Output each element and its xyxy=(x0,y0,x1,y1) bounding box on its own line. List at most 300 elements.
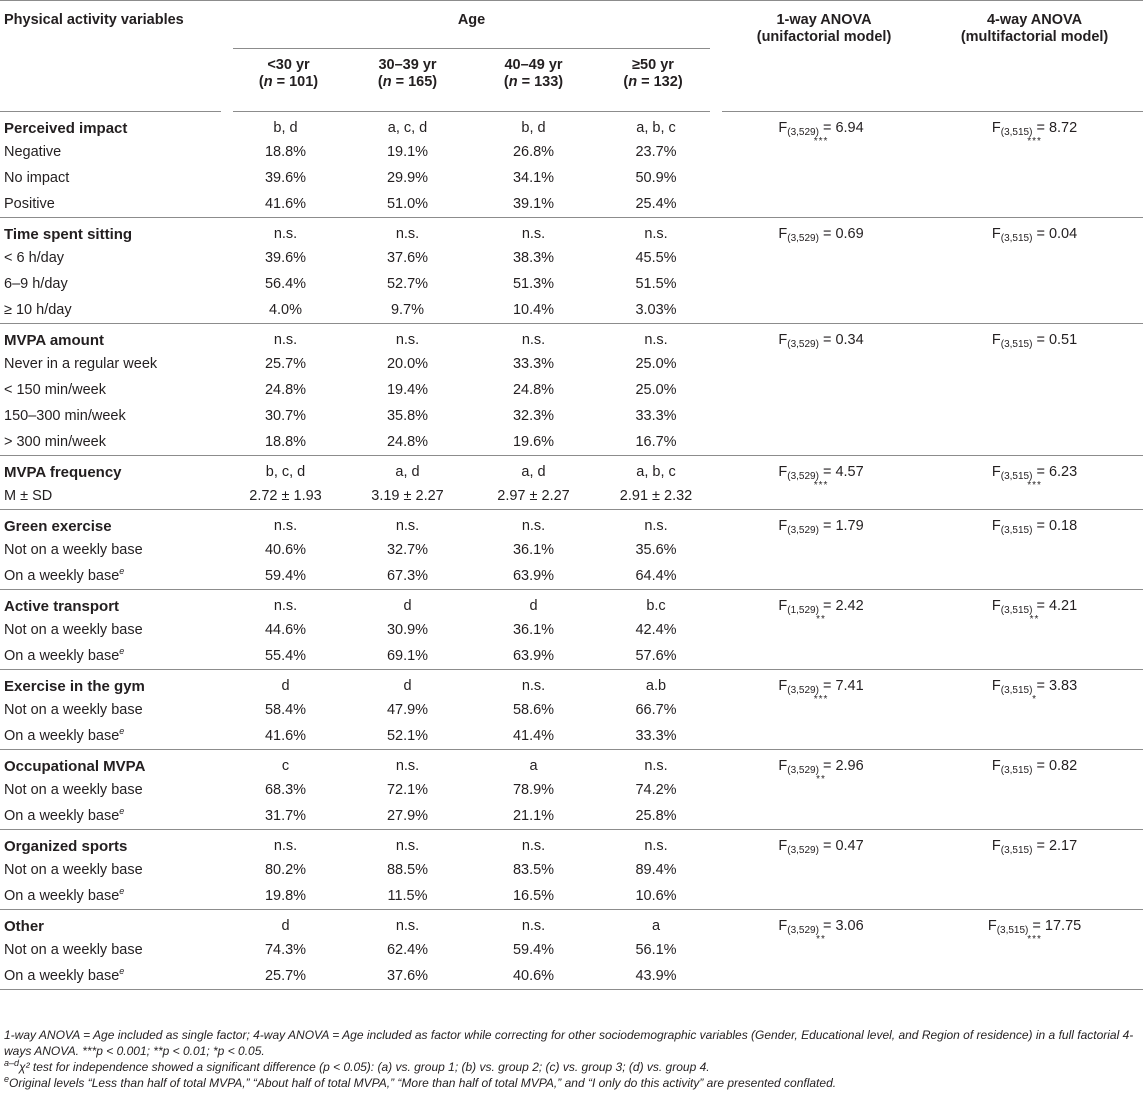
table-cell: 78.9% xyxy=(512,782,555,798)
section-name: Green exercise xyxy=(0,510,227,538)
table-cell: 21.1% xyxy=(512,808,555,824)
row-label-text: 6–9 h/day xyxy=(4,276,68,292)
f-df: (3,515) xyxy=(996,925,1029,936)
table-cell: 25.8% xyxy=(635,808,677,824)
row-label-text: < 150 min/week xyxy=(4,382,106,398)
f-df: (3,529) xyxy=(787,127,819,138)
header-one-way-line1: 1-way ANOVA xyxy=(776,12,872,28)
row-label xyxy=(0,697,227,723)
table-cell: 4.0% xyxy=(268,302,303,318)
f-df: (3,515) xyxy=(1000,525,1033,536)
row-label xyxy=(0,429,227,456)
table-cell: 32.7% xyxy=(386,542,429,558)
table-cell: 55.4% xyxy=(264,648,307,664)
f-df: (3,529) xyxy=(787,765,819,776)
table-cell: 36.1% xyxy=(512,542,555,558)
header-row-1 xyxy=(0,1,1143,49)
f-df: (3,515) xyxy=(1000,339,1033,350)
section-significance: a.b xyxy=(596,670,716,698)
row-label-text: Not on a weekly base xyxy=(4,622,143,638)
f-df: (3,515) xyxy=(1000,471,1033,482)
f-value: = 0.18 xyxy=(1032,518,1078,534)
table-cell: 19.1% xyxy=(386,144,429,160)
f-df: (3,515) xyxy=(1000,845,1033,856)
row-label xyxy=(0,883,227,910)
f-value: = 0.47 xyxy=(818,838,864,854)
table-cell: 52.1% xyxy=(386,728,429,744)
one-way-anova-result xyxy=(716,830,926,910)
table-cell: 41.4% xyxy=(512,728,555,744)
age-group-header xyxy=(227,49,344,112)
f-value: = 0.04 xyxy=(1032,226,1078,242)
n-value: 132 xyxy=(653,74,678,90)
table-cell: 51.3% xyxy=(512,276,555,292)
row-label xyxy=(0,963,227,990)
table-cell: 19.8% xyxy=(264,888,307,904)
n-prefix: ( xyxy=(503,74,509,90)
table-cell: 35.8% xyxy=(386,408,429,424)
one-way-anova-result xyxy=(716,590,926,670)
four-way-anova-result xyxy=(926,456,1143,510)
section-name: MVPA amount xyxy=(0,324,227,352)
table-cell: 41.6% xyxy=(264,728,307,744)
section-significance: c xyxy=(227,750,344,778)
section-significance: n.s. xyxy=(596,324,716,352)
age-group-header xyxy=(344,49,471,112)
table-cell: 64.4% xyxy=(635,568,677,584)
section-significance: a, d xyxy=(344,456,471,484)
table-cell: 59.4% xyxy=(512,942,555,958)
table-cell: 69.1% xyxy=(386,648,429,664)
section-significance: n.s. xyxy=(471,218,596,246)
table-cell: 68.3% xyxy=(264,782,307,798)
table-cell: 51.0% xyxy=(386,196,429,212)
section-significance: n.s. xyxy=(344,830,471,858)
section-significance: n.s. xyxy=(227,324,344,352)
section-significance: a xyxy=(471,750,596,778)
four-way-anova-result xyxy=(926,510,1143,590)
section-significance: a, b, c xyxy=(596,456,716,484)
table-cell: 41.6% xyxy=(264,196,307,212)
table-cell: 40.6% xyxy=(471,963,596,990)
f-df: (3,515) xyxy=(1000,233,1033,244)
table-cell: 19.4% xyxy=(386,382,429,398)
row-label-text: Never in a regular week xyxy=(4,356,158,372)
section-significance: b, d xyxy=(227,112,344,140)
section-significance: d xyxy=(471,590,596,618)
section-significance: n.s. xyxy=(471,324,596,352)
table-cell: 30.9% xyxy=(386,622,429,638)
table-cell: 58.4% xyxy=(264,702,307,718)
f-significance: ** xyxy=(1029,614,1040,625)
footnote-3-marker: e xyxy=(4,1074,10,1084)
section-significance: n.s. xyxy=(471,910,596,938)
footnote-2-text: χ² test for independence showed a significant difference (p < 0.05): (a) vs. group 1; (b) vs. group 2; (c) vs. group 3; (d) vs. group 4. xyxy=(19,1060,710,1074)
age-group-header xyxy=(596,49,716,112)
section-significance: a, d xyxy=(471,456,596,484)
section-header-row xyxy=(0,456,1143,484)
row-label xyxy=(0,403,227,429)
header-one-way-anova xyxy=(716,1,926,112)
row-label-text: Negative xyxy=(4,144,62,160)
f-value: = 4.57 xyxy=(818,464,864,480)
table-cell: 2.72 ± 1.93 xyxy=(249,488,322,504)
table-cell: 33.3% xyxy=(635,728,677,744)
row-label-text: On a weekly base xyxy=(4,648,120,664)
row-label xyxy=(0,937,227,963)
n-suffix: ) xyxy=(677,74,683,90)
n-equals: = xyxy=(517,74,535,90)
table-cell: 16.5% xyxy=(512,888,555,904)
row-label-footnote-marker: e xyxy=(119,966,125,977)
f-df: (3,515) xyxy=(1000,605,1033,616)
f-df: (1,529) xyxy=(787,605,819,616)
one-way-anova-result xyxy=(716,510,926,590)
f-value: = 0.51 xyxy=(1032,332,1078,348)
header-age: Age xyxy=(227,1,716,49)
table-cell: 89.4% xyxy=(635,862,677,878)
f-df: (3,529) xyxy=(787,339,819,350)
table-cell: 37.6% xyxy=(344,963,471,990)
one-way-anova-result xyxy=(716,750,926,830)
table-cell: 24.8% xyxy=(386,434,429,450)
section-header-row xyxy=(0,112,1143,140)
n-value: 101 xyxy=(289,74,314,90)
section-name: MVPA frequency xyxy=(0,456,227,484)
table-cell: 50.9% xyxy=(635,170,677,186)
table-cell: 26.8% xyxy=(512,144,555,160)
row-label xyxy=(0,537,227,563)
table-cell: 47.9% xyxy=(386,702,429,718)
row-label xyxy=(0,139,227,165)
table-cell: 3.03% xyxy=(635,302,677,318)
f-significance: ** xyxy=(816,934,826,945)
table-cell: 18.8% xyxy=(264,434,307,450)
table-cell: 39.6% xyxy=(264,250,307,266)
four-way-anova-result xyxy=(926,324,1143,456)
f-symbol: F xyxy=(778,598,788,614)
age-group-header xyxy=(471,49,596,112)
f-significance: *** xyxy=(813,136,829,147)
f-symbol: F xyxy=(991,598,1001,614)
f-value: = 2.42 xyxy=(818,598,864,614)
n-symbol: n xyxy=(382,74,392,90)
table-cell: 63.9% xyxy=(512,648,555,664)
section-significance: n.s. xyxy=(227,218,344,246)
age-group-label: 40–49 yr xyxy=(504,57,563,73)
f-value: = 0.69 xyxy=(818,226,864,242)
row-label xyxy=(0,271,227,297)
table-cell: 2.91 ± 2.32 xyxy=(619,488,693,504)
f-significance: ** xyxy=(816,774,826,785)
table-cell: 39.1% xyxy=(512,196,555,212)
f-df: (3,529) xyxy=(787,525,819,536)
f-significance: *** xyxy=(1027,136,1042,147)
row-label-footnote-marker: e xyxy=(119,726,125,737)
one-way-anova-result xyxy=(716,218,926,324)
table-cell: 62.4% xyxy=(386,942,429,958)
f-significance: *** xyxy=(1027,480,1042,491)
table-cell: 63.9% xyxy=(512,568,555,584)
section-significance: b.c xyxy=(596,590,716,618)
section-header-row xyxy=(0,218,1143,246)
n-symbol: n xyxy=(508,74,518,90)
section-significance: d xyxy=(344,590,471,618)
table-body xyxy=(0,112,1143,990)
row-label xyxy=(0,643,227,670)
section-significance: n.s. xyxy=(471,510,596,538)
row-label-text: On a weekly base xyxy=(4,568,120,584)
n-equals: = xyxy=(391,74,409,90)
table-cell: 38.3% xyxy=(512,250,555,266)
f-df: (3,515) xyxy=(1000,765,1033,776)
n-equals: = xyxy=(637,74,654,90)
table-cell: 25.0% xyxy=(635,382,677,398)
table-cell: 32.3% xyxy=(512,408,555,424)
f-df: (3,529) xyxy=(787,685,819,696)
section-significance: n.s. xyxy=(227,510,344,538)
f-value: = 3.06 xyxy=(818,918,864,934)
row-label xyxy=(0,617,227,643)
footnote-2 xyxy=(4,1059,1140,1075)
section-name: Time spent sitting xyxy=(0,218,227,246)
f-symbol: F xyxy=(991,120,1001,136)
header-variables: Physical activity variables xyxy=(0,1,227,49)
section-significance: a xyxy=(596,910,716,938)
table-cell: 23.7% xyxy=(635,144,677,160)
f-significance: *** xyxy=(1027,934,1042,945)
four-way-anova-result xyxy=(926,910,1143,990)
f-symbol: F xyxy=(991,464,1001,480)
f-value: = 0.82 xyxy=(1032,758,1078,774)
section-significance: n.s. xyxy=(471,830,596,858)
row-label xyxy=(0,377,227,403)
header-four-way-line2: (multifactorial model) xyxy=(960,29,1109,45)
table-cell: 25.7% xyxy=(227,963,344,990)
table-cell: 44.6% xyxy=(264,622,307,638)
section-header-row xyxy=(0,910,1143,938)
table-cell: 35.6% xyxy=(635,542,677,558)
age-group-label: <30 yr xyxy=(267,57,310,73)
table-cell: 72.1% xyxy=(386,782,429,798)
row-label xyxy=(0,351,227,377)
row-label xyxy=(0,245,227,271)
footnote-3 xyxy=(4,1075,1140,1091)
f-symbol: F xyxy=(778,226,788,242)
f-significance: *** xyxy=(813,480,829,491)
section-name: Exercise in the gym xyxy=(0,670,227,698)
table-cell: 37.6% xyxy=(386,250,429,266)
table-cell: 66.7% xyxy=(635,702,677,718)
table-cell: 25.7% xyxy=(264,356,307,372)
table-cell: 33.3% xyxy=(512,356,555,372)
section-header-row xyxy=(0,830,1143,858)
f-value: = 8.72 xyxy=(1032,120,1078,136)
section-name: Other xyxy=(0,910,227,938)
table-cell: 10.4% xyxy=(512,302,555,318)
f-value: = 3.83 xyxy=(1032,678,1078,694)
n-suffix: ) xyxy=(558,74,564,90)
f-symbol: F xyxy=(778,120,788,136)
section-significance: n.s. xyxy=(227,830,344,858)
row-label xyxy=(0,723,227,750)
n-prefix: ( xyxy=(377,74,383,90)
table-cell: 59.4% xyxy=(264,568,307,584)
table-cell: 19.6% xyxy=(512,434,555,450)
row-label xyxy=(0,857,227,883)
row-label xyxy=(0,483,227,510)
section-significance: n.s. xyxy=(596,750,716,778)
f-df: (3,529) xyxy=(787,925,819,936)
row-label xyxy=(0,563,227,590)
f-significance: *** xyxy=(813,694,829,705)
section-name: Active transport xyxy=(0,590,227,618)
table-cell: 39.6% xyxy=(264,170,307,186)
section-significance: a, c, d xyxy=(344,112,471,140)
table-cell: 25.0% xyxy=(635,356,677,372)
f-df: (3,515) xyxy=(1000,685,1033,696)
n-symbol: n xyxy=(628,74,638,90)
f-symbol: F xyxy=(991,226,1001,242)
row-label-text: On a weekly base xyxy=(4,888,120,904)
table-cell: 42.4% xyxy=(635,622,677,638)
section-significance: a, b, c xyxy=(596,112,716,140)
f-symbol: F xyxy=(778,918,788,934)
f-symbol: F xyxy=(991,518,1001,534)
table-cell: 74.3% xyxy=(264,942,307,958)
f-significance: * xyxy=(1032,694,1037,705)
table-footnotes xyxy=(4,1027,1140,1091)
table-cell: 25.4% xyxy=(635,196,677,212)
four-way-anova-result xyxy=(926,670,1143,750)
section-significance: n.s. xyxy=(344,750,471,778)
section-significance: n.s. xyxy=(227,590,344,618)
footnote-2-marker: a–d xyxy=(4,1058,20,1068)
header-four-way-line1: 4-way ANOVA xyxy=(986,12,1083,28)
header-spacer xyxy=(0,49,227,112)
row-label-text: Not on a weekly base xyxy=(4,542,143,558)
row-label-text: Not on a weekly base xyxy=(4,782,143,798)
table-cell: 34.1% xyxy=(512,170,555,186)
one-way-anova-result xyxy=(716,456,926,510)
n-prefix: ( xyxy=(258,74,264,90)
table-cell: 3.19 ± 2.27 xyxy=(371,488,444,504)
table-cell: 56.4% xyxy=(264,276,307,292)
section-name: Occupational MVPA xyxy=(0,750,227,778)
row-label-text: 150–300 min/week xyxy=(4,408,126,424)
f-symbol: F xyxy=(991,758,1001,774)
n-suffix: ) xyxy=(313,74,319,90)
table-cell: 24.8% xyxy=(512,382,555,398)
section-header-row xyxy=(0,590,1143,618)
table-cell: 31.7% xyxy=(264,808,307,824)
footnote-1: 1-way ANOVA = Age included as single factor; 4-way ANOVA = Age included as factor while correcting for other sociodemographic variables (Gender, Educational level, and Region of residence) in a full factorial 4-ways ANOVA. ***p < 0.001; **p < 0.01; *p < 0.05. xyxy=(4,1028,1134,1058)
age-group-label: 30–39 yr xyxy=(378,57,437,73)
section-significance: d xyxy=(227,910,344,938)
table-cell: 56.1% xyxy=(635,942,677,958)
section-significance: b, c, d xyxy=(227,456,344,484)
table-cell: 16.7% xyxy=(635,434,677,450)
row-label-footnote-marker: e xyxy=(119,886,125,897)
one-way-anova-result xyxy=(716,910,926,990)
f-df: (3,529) xyxy=(787,233,819,244)
age-group-label: ≥50 yr xyxy=(632,57,674,73)
section-significance: n.s. xyxy=(344,324,471,352)
one-way-anova-result xyxy=(716,324,926,456)
table-cell: 20.0% xyxy=(386,356,429,372)
f-df: (3,529) xyxy=(787,845,819,856)
footnote-3-text: Original levels “Less than half of total MVPA,” “About half of total MVPA,” “More than half of total MVPA,” and “I only do this activity” are presented conflated. xyxy=(9,1076,837,1090)
f-symbol: F xyxy=(778,758,788,774)
f-value: = 0.34 xyxy=(818,332,864,348)
table-cell: 45.5% xyxy=(635,250,677,266)
row-label-text: ≥ 10 h/day xyxy=(4,302,72,318)
table-cell: 18.8% xyxy=(264,144,307,160)
section-significance: n.s. xyxy=(344,910,471,938)
row-label-text: Not on a weekly base xyxy=(4,702,143,718)
section-significance: n.s. xyxy=(596,510,716,538)
row-label-text: On a weekly base xyxy=(4,808,120,824)
table-cell: 43.9% xyxy=(596,963,716,990)
row-label-text: No impact xyxy=(4,170,70,186)
n-value: 165 xyxy=(408,74,433,90)
row-label xyxy=(0,777,227,803)
section-significance: n.s. xyxy=(471,670,596,698)
row-label-footnote-marker: e xyxy=(119,566,125,577)
four-way-anova-result xyxy=(926,750,1143,830)
f-symbol: F xyxy=(778,464,788,480)
table-cell: 80.2% xyxy=(264,862,307,878)
section-significance: d xyxy=(344,670,471,698)
row-label xyxy=(0,297,227,324)
section-header-row xyxy=(0,750,1143,778)
table-cell: 51.5% xyxy=(635,276,677,292)
row-label-text: Not on a weekly base xyxy=(4,942,143,958)
n-value: 133 xyxy=(534,74,559,90)
section-significance: n.s. xyxy=(344,510,471,538)
four-way-anova-result xyxy=(926,590,1143,670)
section-significance: b, d xyxy=(471,112,596,140)
f-symbol: F xyxy=(778,518,788,534)
f-value: = 17.75 xyxy=(1028,918,1082,934)
f-symbol: F xyxy=(991,678,1001,694)
row-label-footnote-marker: e xyxy=(119,646,125,657)
header-four-way-anova xyxy=(926,1,1143,112)
row-label xyxy=(0,803,227,830)
row-label-text: On a weekly base xyxy=(4,968,120,984)
row-label-text: > 300 min/week xyxy=(4,434,106,450)
table-cell: 58.6% xyxy=(512,702,555,718)
one-way-anova-result xyxy=(716,670,926,750)
table-cell: 29.9% xyxy=(386,170,429,186)
f-df: (3,529) xyxy=(787,471,819,482)
n-suffix: ) xyxy=(432,74,438,90)
table-cell: 88.5% xyxy=(386,862,429,878)
f-symbol: F xyxy=(991,332,1001,348)
f-value: = 2.17 xyxy=(1032,838,1078,854)
table-cell: 11.5% xyxy=(387,888,428,904)
f-significance: ** xyxy=(816,614,826,625)
f-symbol: F xyxy=(991,838,1001,854)
n-equals: = xyxy=(272,74,290,90)
n-symbol: n xyxy=(263,74,273,90)
f-value: = 6.23 xyxy=(1032,464,1078,480)
table-cell: 24.8% xyxy=(264,382,307,398)
section-significance: d xyxy=(227,670,344,698)
table-cell: 57.6% xyxy=(635,648,677,664)
f-symbol: F xyxy=(987,918,997,934)
section-header-row xyxy=(0,510,1143,538)
